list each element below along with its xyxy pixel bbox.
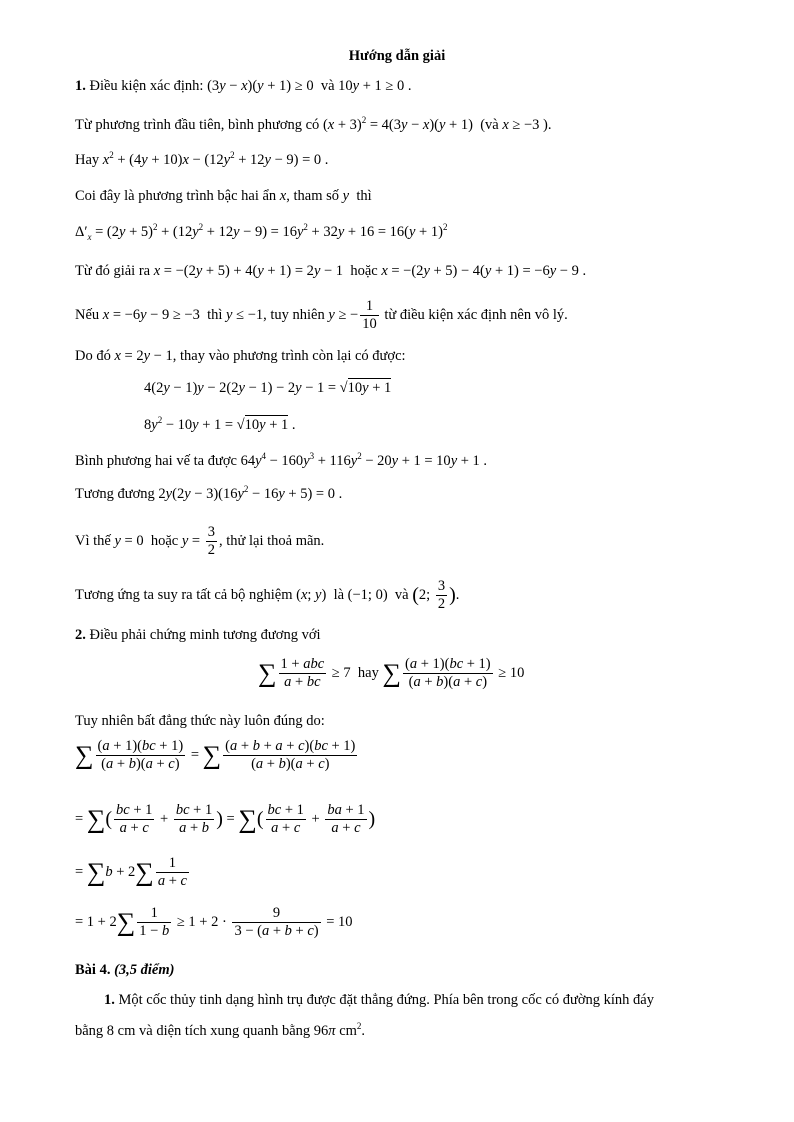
quadratic-explain-line: Coi đây là phương trình bậc hai ẩn x, tham số y thì	[75, 188, 372, 204]
or-word: hoặc	[350, 263, 378, 279]
q1-line-2: bằng 8 cm và diện tích xung quanh bằng 96π $cm^2$.	[75, 1021, 366, 1039]
hay-word: hay	[357, 664, 379, 681]
fraction: $\frac{bc + 1}{a + b}$	[175, 802, 213, 836]
and-word: và	[320, 78, 335, 94]
quadratic-line: Hay $x^2 + (4y + 10)x - (12y^2 + 12y - 9) = 0$ .	[75, 150, 329, 168]
q1-line	[104, 992, 654, 1009]
substitution-line: Do đó x = 2y − 1, thay vào phương trình còn lại có được:	[75, 348, 406, 364]
part2-line	[75, 627, 321, 644]
proof-step-2: = ∑( $\frac{bc + 1}{a + c}$ + $\frac{bc + 1}{a + b}$ ) = ∑( $\frac{bc + 1}{a + c}$ + $\frac{ba + 1}{a + c}$ )	[75, 802, 376, 836]
fraction: $\frac{(a + 1)(bc + 1)}{(a + b)(a + c)}$	[97, 738, 184, 772]
or-word: hoặc	[150, 532, 179, 549]
question-text: Một cốc thủy tinh dạng hình trụ được đặt thẳng đứng. Phía bên trong cốc có đường kính đáy	[118, 992, 654, 1008]
contradiction-text: từ điều kiện xác định nên vô lý.	[384, 306, 568, 323]
equation-line: 4(2y − 1)y − 2(2y − 1) − 2y − 1 = √10y + 1	[144, 380, 392, 396]
proof-intro-text: Tuy nhiên bất đẳng thức này luôn đúng do:	[75, 713, 325, 729]
inequality-line: ∑ $\frac{\text{1 + abc}}{a + bc}$ ≥ 7 hay ∑ $\frac{(a + 1)(bc + 1)}{(a + b)(a + c)}$ ≥ 10	[258, 656, 525, 690]
condition-line: 1. Điều kiện xác định: (3y − x)(y + 1) ≥ 0 và 10y + 1 ≥ 0 .	[75, 78, 412, 94]
fraction: $\frac{bc + 1}{a + c}$	[116, 802, 153, 836]
question-number: 1.	[104, 992, 115, 1008]
part-number: 1.	[75, 78, 86, 94]
quadratic-text: Coi đây là phương trình bậc hai ẩn	[75, 188, 277, 204]
and-word: (và	[480, 117, 499, 133]
hay-word: Hay	[75, 152, 100, 168]
equation-line: $8y^2 - 10y + 1 = √10y + 1$ .	[144, 415, 296, 433]
fraction: $\frac{ba + 1}{a + c}$	[327, 802, 365, 836]
proof-intro-line	[75, 713, 325, 730]
bai4-points: (3,5 điểm)	[114, 962, 175, 978]
page-title: Hướng dẫn giải	[348, 48, 446, 64]
discriminant-line: $\Delta'_x = (2y + 5)^2 + (12y^2 + 12y - 9) = 16y^2 + 32y + 16 = 16(y + 1)^2$	[75, 222, 448, 242]
therefore-word: Do đó	[75, 348, 111, 364]
question-text-2: bằng 8 cm và diện tích xung quanh bằng	[75, 1023, 311, 1039]
condition-label: Điều kiện xác định:	[89, 78, 204, 94]
fraction: $\frac{3}{2}$	[437, 578, 446, 612]
however-text: , tuy nhiên	[263, 306, 325, 323]
factor-line: Tương đương $2y(2y - 3)(16y^2 - 16y + 5) = 0$ .	[75, 484, 343, 502]
then-word: thì	[207, 306, 223, 323]
and-word: và	[394, 586, 409, 603]
fraction: $\frac{1}{1 - b}$	[139, 905, 170, 939]
bai4-label: Bài 4.	[75, 962, 111, 978]
check-text: , thử lại thoả mãn.	[218, 532, 325, 549]
square-both-line: Bình phương hai vế ta được $64y^4 - 160y^3 + 116y^2 - 20y + 1 = 10y + 1$ .	[75, 451, 488, 469]
proof-step-4: = 1 + 2∑ $\frac{1}{1 - b}$ ≥ 1 + 2 · $\frac{9}{3 - (a + b + c)}$ = 10	[75, 905, 353, 939]
squaring-line: Từ phương trình đầu tiên, bình phương có $(x + 3)^2 = 4(3y - x)(y + 1)$ (và x ≥ −3 ).	[75, 115, 552, 133]
then-word: thì	[356, 188, 372, 204]
equivalent-word: Tương đương	[75, 486, 155, 502]
param-text: , tham số	[286, 188, 339, 204]
part-number: 2.	[75, 627, 86, 643]
answer-text: Tương ứng ta suy ra tất cả bộ nghiệm	[75, 586, 293, 603]
so-word: Vì thế	[75, 532, 111, 549]
fraction: $\frac{9}{3 - (a + b + c)}$	[234, 905, 319, 939]
fraction: $\frac{(a + 1)(bc + 1)}{(a + b)(a + c)}$	[405, 656, 491, 690]
fraction: $\frac{bc + 1}{a + c}$	[267, 802, 304, 836]
fraction: $\frac{1}{10}$	[362, 298, 377, 332]
bai4-heading	[75, 962, 174, 979]
contradiction-line: Nếu x = −6y − 9 ≥ −3 thì y ≤ −1, tuy nhiên y ≥ − $\frac{1}{10}$ từ điều kiện xác định nên vô lý.	[75, 298, 568, 332]
square-both-text: Bình phương hai vế ta được	[75, 453, 237, 469]
roots-line: Từ đó giải ra x = −(2y + 5) + 4(y + 1) = 2y − 1 hoặc x = −(2y + 5) − 4(y + 1) = −6y − 9 .	[75, 263, 587, 279]
if-word: Nếu	[75, 306, 100, 323]
proof-step-3: = ∑b + 2∑ $\frac{1}{a + c}$	[75, 855, 187, 889]
solutions-line: Vì thế y = 0 hoặc y = $\frac{3}{2}$ , thử lại thoả mãn.	[75, 524, 325, 558]
fraction: $\frac{\text{1 + abc}}{a + bc}$	[280, 656, 325, 690]
fraction: $\frac{3}{2}$	[207, 524, 215, 558]
squaring-text: Từ phương trình đầu tiên, bình phương có	[75, 117, 320, 133]
proof-step-1: ∑ $\frac{(a + 1)(bc + 1)}{(a + b)(a + c)}$ = ∑ $\frac{(a + b + a + c)(bc + 1)}{(a + b)(a + c)}$	[75, 738, 356, 772]
is-word: là	[333, 586, 345, 603]
answer-line: Tương ứng ta suy ra tất cả bộ nghiệm (x; y) là (−1; 0) và (2; $\frac{3}{2}$ ).	[75, 578, 460, 612]
fraction: $\frac{(a + b + a + c)(bc + 1)}{(a + b)(a + c)}$	[225, 738, 356, 772]
part2-text: Điều phải chứng minh tương đương với	[89, 627, 321, 643]
roots-text: Từ đó giải ra	[75, 263, 151, 279]
substitution-text: , thay vào phương trình còn lại có được:	[172, 348, 406, 364]
fraction: $\frac{1}{a + c}$	[157, 855, 187, 889]
